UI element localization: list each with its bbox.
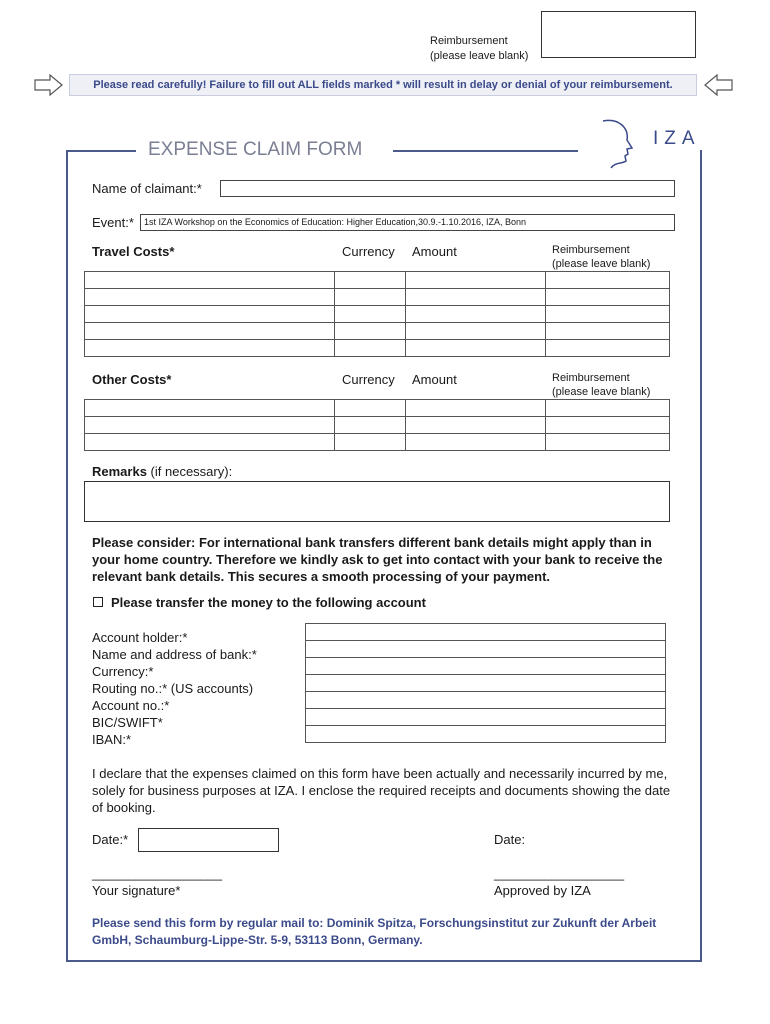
table-row [306, 675, 666, 692]
account-no-input[interactable] [306, 692, 666, 709]
form-title: EXPENSE CLAIM FORM [148, 139, 363, 160]
arrow-left-icon [703, 74, 733, 96]
account-no-label: Account no.:* [92, 698, 170, 713]
other-costs-table [84, 399, 670, 451]
table-row [306, 624, 666, 641]
other-costs-title: Other Costs* [92, 372, 172, 387]
declaration-text: I declare that the expenses claimed on this form have been actually and necessarily incurred by me, solely for business purposes at IZA. I enclose the required receipts and documents showing the date of booking. [92, 766, 671, 815]
date-label-right: Date: [494, 832, 526, 847]
table-row [85, 306, 670, 323]
table-row [85, 340, 670, 357]
bic-swift-label: BIC/SWIFT* [92, 715, 163, 730]
transfer-label: Please transfer the money to the following account [111, 595, 426, 610]
event-label: Event:* [92, 215, 134, 230]
table-row [85, 272, 670, 289]
bank-field-labels [92, 629, 257, 748]
table-row [306, 692, 666, 709]
table-row [85, 417, 670, 434]
table-row [85, 289, 670, 306]
approved-by-label: Approved by IZA [494, 883, 591, 898]
routing-no-label: Routing no.:* (US accounts) [92, 681, 254, 696]
table-row [85, 400, 670, 417]
name-input[interactable] [220, 180, 675, 197]
iban-input[interactable] [306, 726, 666, 743]
table-row [306, 658, 666, 675]
date-label-left: Date:* [92, 832, 129, 847]
footer-mail-instructions: Please send this form by regular mail to: Dominik Spitza, Forschungsinstitut zur Zukunft der Arbeit GmbH, Schaumburg-Lippe-Str. 5-9, 53113 Bonn, Germany. [92, 916, 657, 947]
travel-reimbursement-label: Reimbursement (please leave blank) [552, 244, 651, 270]
other-amount-label: Amount [412, 372, 457, 387]
bic-swift-input[interactable] [306, 709, 666, 726]
currency-label: Currency:* [92, 664, 154, 679]
transfer-checkbox[interactable] [93, 597, 103, 607]
top-reimbursement-label: Reimbursement (please leave blank) [430, 35, 529, 62]
frame-bottom [66, 960, 702, 962]
title-line-right [393, 150, 578, 152]
frame-right [700, 150, 702, 962]
frame-left [66, 150, 68, 962]
your-signature-label: Your signature* [92, 883, 181, 898]
table-row [306, 726, 666, 743]
routing-no-input[interactable] [306, 675, 666, 692]
bank-fields-table [305, 623, 666, 743]
remarks-label: Remarks (if necessary): [92, 464, 233, 479]
bank-name-address-input[interactable] [306, 641, 666, 658]
bank-name-address-label: Name and address of bank:* [92, 647, 257, 662]
table-row [306, 641, 666, 658]
table-row [85, 434, 670, 451]
signature-line-right: __________________ [494, 866, 625, 881]
title-line-left [66, 150, 136, 152]
arrow-right-icon [34, 74, 64, 96]
remarks-textarea[interactable] [84, 481, 670, 522]
travel-amount-label: Amount [412, 244, 457, 259]
bank-consider-text: Please consider: For international bank transfers different bank details might apply than in your home country. Therefore we kindly ask to get into contact with your bank to receive the relevant bank details. This secures a smooth processing of your payment. [92, 535, 663, 584]
travel-currency-label: Currency [342, 244, 395, 259]
event-input[interactable]: 1st IZA Workshop on the Economics of Education: Higher Education,30.9.-1.10.2016, IZA, Bonn [140, 214, 675, 231]
top-reimbursement-box[interactable] [541, 11, 696, 58]
date-input-left[interactable] [138, 828, 279, 852]
other-reimbursement-label: Reimbursement (please leave blank) [552, 372, 651, 398]
currency-input[interactable] [306, 658, 666, 675]
iza-logo-face-icon [595, 118, 640, 170]
notice-banner: Please read carefully! Failure to fill out ALL fields marked * will result in delay or denial of your reimbursement. [69, 74, 697, 96]
travel-costs-title: Travel Costs* [92, 244, 175, 259]
account-holder-input[interactable] [306, 624, 666, 641]
table-row [306, 709, 666, 726]
travel-costs-table [84, 271, 670, 357]
table-row [85, 323, 670, 340]
name-label: Name of claimant:* [92, 181, 202, 196]
other-currency-label: Currency [342, 372, 395, 387]
iza-logo-text: IZA [653, 128, 701, 149]
signature-line-left: __________________ [92, 866, 223, 881]
account-holder-label: Account holder:* [92, 630, 188, 645]
iban-label: IBAN:* [92, 732, 132, 747]
